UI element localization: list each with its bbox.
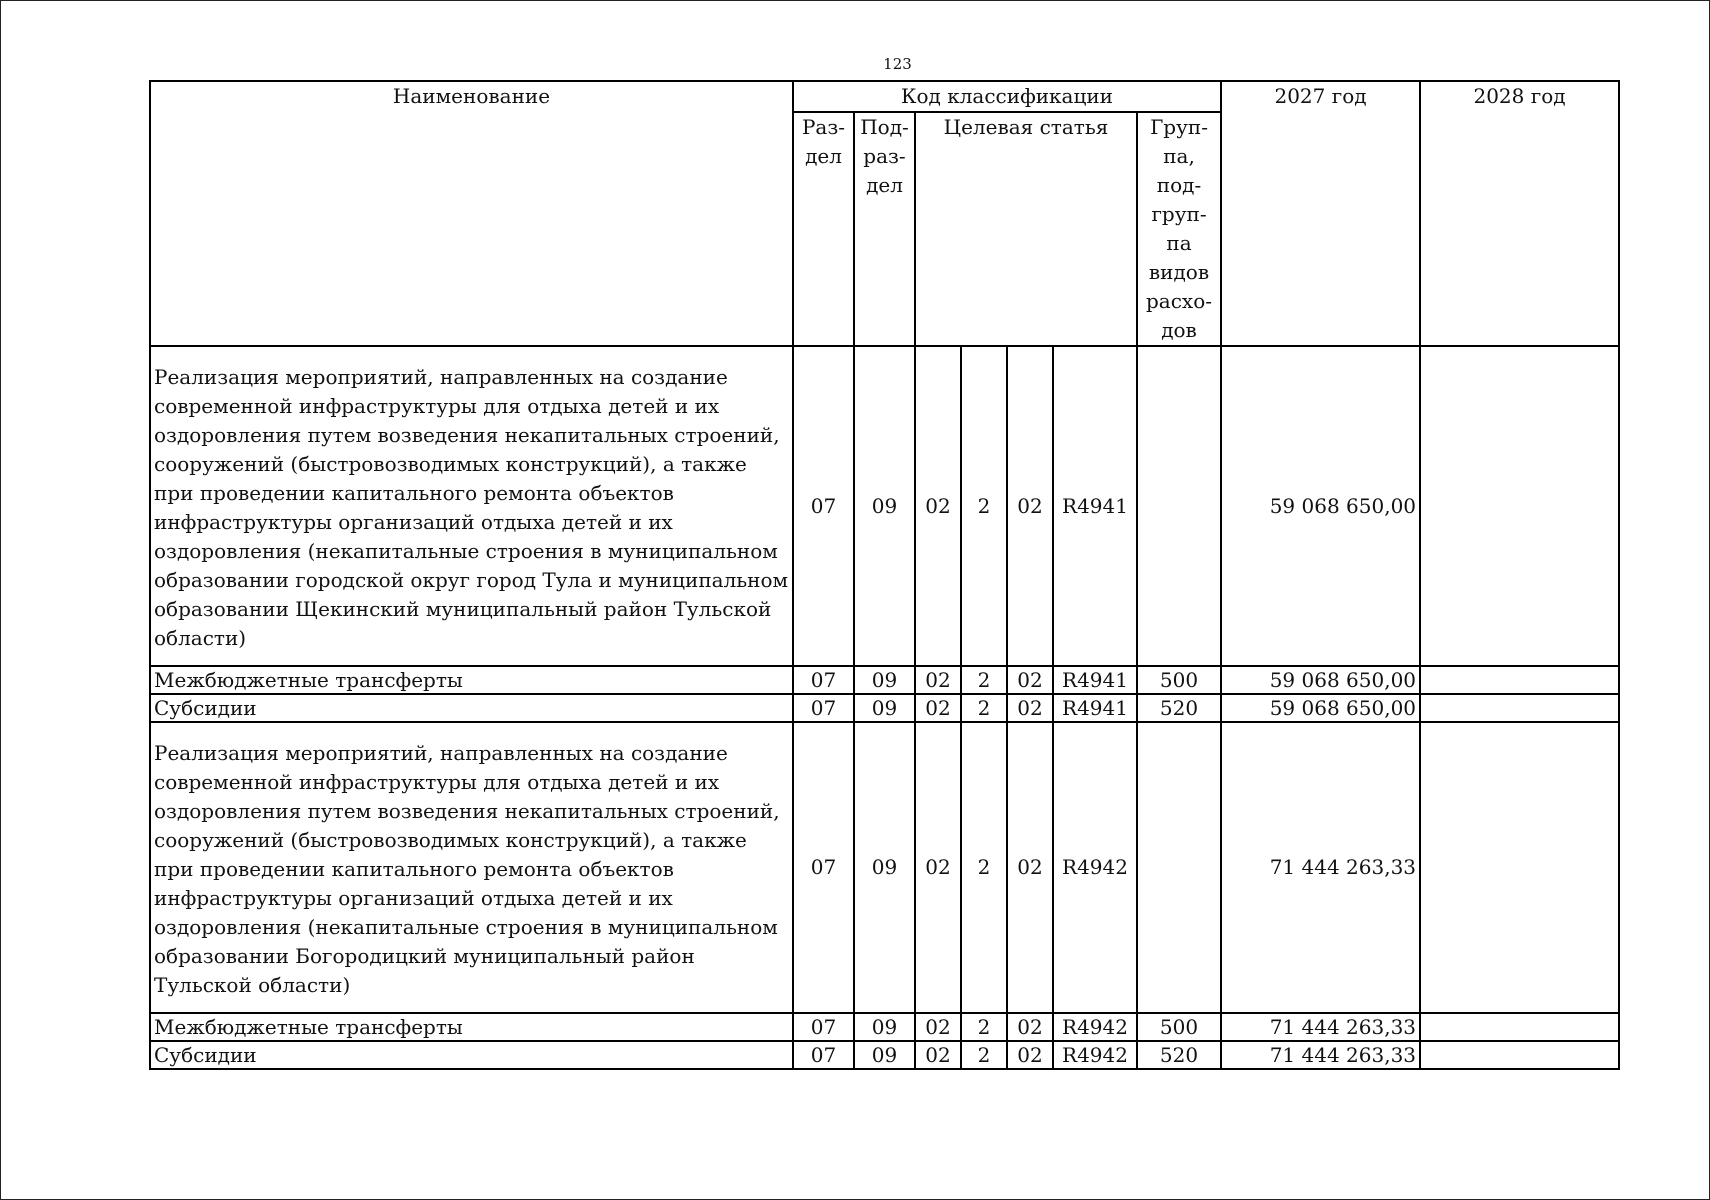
row-2027: 59 068 650,00 xyxy=(1221,694,1420,722)
row-ts-program: 02 xyxy=(915,722,961,1013)
row-ts-program: 02 xyxy=(915,666,961,694)
row-razdel: 07 xyxy=(793,722,854,1013)
row-2027: 71 444 263,33 xyxy=(1221,1041,1420,1069)
row-ts-direction: R4942 xyxy=(1053,1041,1137,1069)
row-razdel: 07 xyxy=(793,694,854,722)
row-ts-subprogram: 02 xyxy=(1007,722,1053,1013)
row-podrazdel: 09 xyxy=(854,694,915,722)
row-razdel: 07 xyxy=(793,1013,854,1041)
table-row xyxy=(150,694,1619,722)
row-name: Межбюджетные трансферты xyxy=(150,666,793,694)
row-razdel: 07 xyxy=(793,346,854,666)
header-classification: Код классификации xyxy=(793,81,1221,112)
budget-table xyxy=(149,80,1620,1070)
table-row xyxy=(150,346,1619,666)
row-ts-direction: R4941 xyxy=(1053,346,1137,666)
row-2028 xyxy=(1420,694,1619,722)
row-group: 500 xyxy=(1137,666,1221,694)
table-row xyxy=(150,722,1619,1013)
row-podrazdel: 09 xyxy=(854,1041,915,1069)
row-2027: 59 068 650,00 xyxy=(1221,346,1420,666)
header-target-article: Целевая статья xyxy=(915,112,1137,346)
row-group: 520 xyxy=(1137,694,1221,722)
row-razdel: 07 xyxy=(793,666,854,694)
row-ts-program: 02 xyxy=(915,1013,961,1041)
header-2027: 2027 год xyxy=(1221,81,1420,346)
row-ts-program: 02 xyxy=(915,346,961,666)
row-ts-subprogram: 02 xyxy=(1007,694,1053,722)
row-razdel: 07 xyxy=(793,1041,854,1069)
row-ts-direction: R4941 xyxy=(1053,666,1137,694)
row-ts-type: 2 xyxy=(961,1013,1007,1041)
row-2028 xyxy=(1420,1041,1619,1069)
row-2028 xyxy=(1420,722,1619,1013)
row-ts-type: 2 xyxy=(961,346,1007,666)
table-row xyxy=(150,1013,1619,1041)
row-ts-subprogram: 02 xyxy=(1007,346,1053,666)
page-number: 123 xyxy=(883,55,912,73)
row-ts-direction: R4941 xyxy=(1053,694,1137,722)
row-ts-type: 2 xyxy=(961,1041,1007,1069)
table-row xyxy=(150,666,1619,694)
row-name: Субсидии xyxy=(150,1041,793,1069)
row-ts-type: 2 xyxy=(961,666,1007,694)
row-group: 500 xyxy=(1137,1013,1221,1041)
header-2028: 2028 год xyxy=(1420,81,1619,346)
row-ts-program: 02 xyxy=(915,1041,961,1069)
row-ts-type: 2 xyxy=(961,722,1007,1013)
row-ts-subprogram: 02 xyxy=(1007,1041,1053,1069)
row-ts-direction: R4942 xyxy=(1053,1013,1137,1041)
row-ts-subprogram: 02 xyxy=(1007,1013,1053,1041)
row-podrazdel: 09 xyxy=(854,346,915,666)
row-ts-program: 02 xyxy=(915,694,961,722)
row-podrazdel: 09 xyxy=(854,1013,915,1041)
row-name: Межбюджетные трансферты xyxy=(150,1013,793,1041)
row-group xyxy=(1137,346,1221,666)
row-2028 xyxy=(1420,346,1619,666)
header-row-1 xyxy=(150,81,1619,112)
row-podrazdel: 09 xyxy=(854,666,915,694)
header-razdel: Раз-дел xyxy=(793,112,854,346)
row-name: Реализация мероприятий, направленных на создание современной инфраструктуры для отдыха детей и их оздоровления путем возведения некапитальных строений, сооружений (быстровозводимых конструкций), а также при проведении капитального ремонта объектов инфраструктуры организаций отдыха детей и их оздоровления (некапитальные строения в муниципальном образовании городской округ город Тула и муниципальном образовании Щекинский муниципальный район Тульской области) xyxy=(150,346,793,666)
row-name: Субсидии xyxy=(150,694,793,722)
row-name: Реализация мероприятий, направленных на создание современной инфраструктуры для отдыха детей и их оздоровления путем возведения некапитальных строений, сооружений (быстровозводимых конструкций), а также при проведении капитального ремонта объектов инфраструктуры организаций отдыха детей и их оздоровления (некапитальные строения в муниципальном образовании Богородицкий муниципальный район Тульской области) xyxy=(150,722,793,1013)
row-2028 xyxy=(1420,1013,1619,1041)
row-podrazdel: 09 xyxy=(854,722,915,1013)
row-2027: 71 444 263,33 xyxy=(1221,1013,1420,1041)
header-podrazdel: Под-раз-дел xyxy=(854,112,915,346)
header-name: Наименование xyxy=(150,81,793,346)
row-2027: 71 444 263,33 xyxy=(1221,722,1420,1013)
row-2027: 59 068 650,00 xyxy=(1221,666,1420,694)
table-row xyxy=(150,1041,1619,1069)
row-ts-type: 2 xyxy=(961,694,1007,722)
row-ts-direction: R4942 xyxy=(1053,722,1137,1013)
row-group xyxy=(1137,722,1221,1013)
row-ts-subprogram: 02 xyxy=(1007,666,1053,694)
row-2028 xyxy=(1420,666,1619,694)
header-group: Груп-па, под-груп-па видов расхо-дов xyxy=(1137,112,1221,346)
row-group: 520 xyxy=(1137,1041,1221,1069)
